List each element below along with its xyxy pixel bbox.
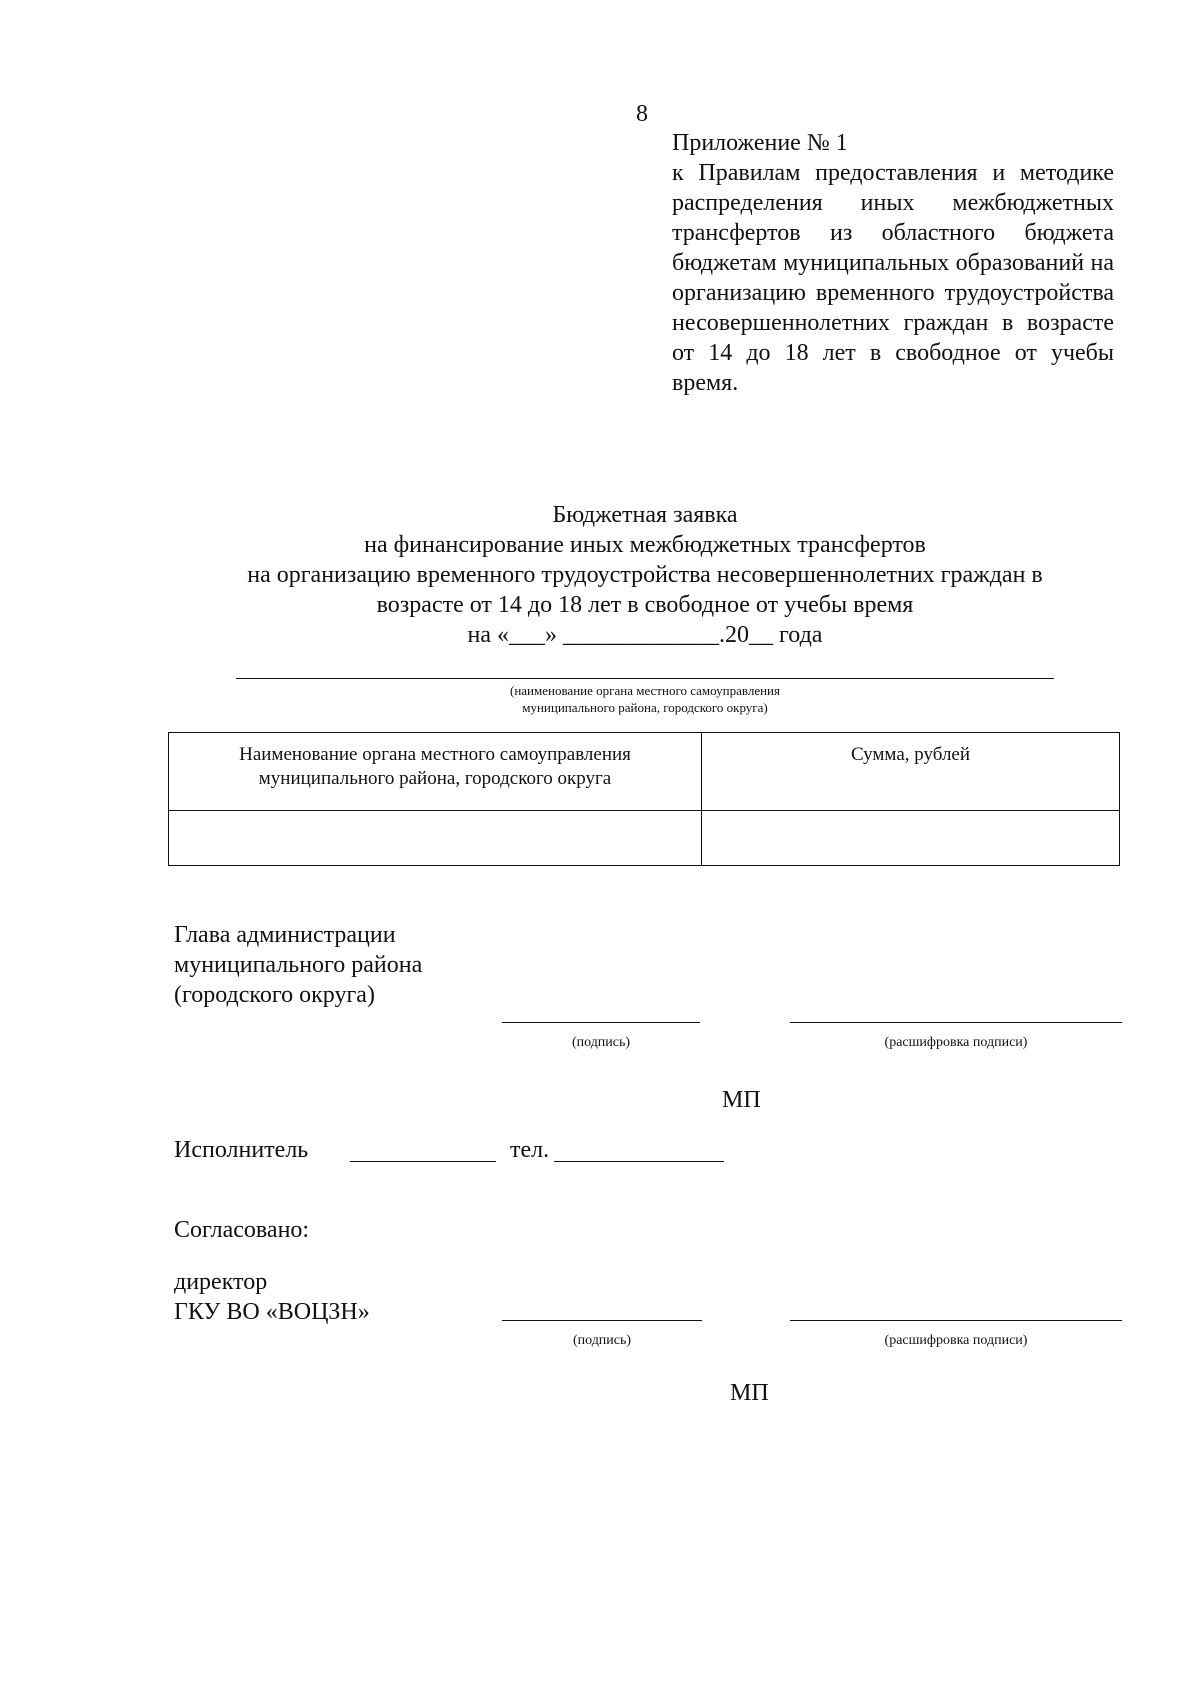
page-number: 8 <box>636 101 648 127</box>
heading-date-line: на «___» _____________.20__ года <box>467 622 823 648</box>
heading-line: на финансирование иных межбюджетных трансфертов <box>364 532 926 558</box>
appendix-title: Приложение № 1 <box>672 130 848 156</box>
agreed-signature-caption: (подпись) <box>572 1333 632 1348</box>
agreed-decode-caption: (расшифровка подписи) <box>884 1333 1028 1348</box>
head-stamp-label: МП <box>722 1087 761 1113</box>
heading-line: на организацию временного трудоустройства несовершеннолетних граждан в <box>247 562 1043 588</box>
agreed-role: директор ГКУ ВО «ВОЦЗН» <box>174 1269 370 1325</box>
heading-title: Бюджетная заявка <box>552 502 738 528</box>
head-signature-line[interactable] <box>502 1022 700 1023</box>
executor-field-line[interactable] <box>350 1161 496 1162</box>
head-decode-line[interactable] <box>790 1022 1122 1023</box>
budget-table <box>168 732 1120 866</box>
agreed-stamp-label: МП <box>730 1380 769 1406</box>
executor-phone-label: тел. <box>510 1137 550 1163</box>
executor-phone-field[interactable] <box>554 1161 724 1162</box>
org-name-field-line[interactable] <box>236 678 1054 679</box>
appendix-text: к Правилам предоставления и методике распределения иных межбюджетных трансфертов из областного бюджета бюджетам муниципальных образований на организацию временного трудоустройства несовершеннолетних граждан в возрасте от 14 до 18 лет в свободное от учебы время. <box>672 160 1114 396</box>
head-admin-title: Глава администрации муниципального района (городского округа) <box>174 922 423 1008</box>
head-signature-caption: (подпись) <box>571 1035 631 1050</box>
heading-line: возрасте от 14 до 18 лет в свободное от учебы время <box>376 592 914 618</box>
appendix-note <box>672 128 1114 398</box>
table-header-sum: Сумма, рублей <box>702 733 1120 811</box>
table-cell-sum[interactable] <box>702 811 1120 866</box>
agreed-label: Согласовано: <box>174 1217 310 1243</box>
table-cell-org[interactable] <box>169 811 702 866</box>
document-heading <box>0 500 1200 650</box>
executor-label: Исполнитель <box>174 1137 309 1163</box>
head-decode-caption: (расшифровка подписи) <box>884 1035 1028 1050</box>
agreed-decode-line[interactable] <box>790 1320 1122 1321</box>
org-name-caption: (наименование органа местного самоуправления муниципального района, городского округа) <box>510 683 780 715</box>
table-header-row <box>169 733 1120 811</box>
table-row <box>169 811 1120 866</box>
table-header-org: Наименование органа местного самоуправления муниципального района, городского округа <box>169 733 702 811</box>
agreed-signature-line[interactable] <box>502 1320 702 1321</box>
